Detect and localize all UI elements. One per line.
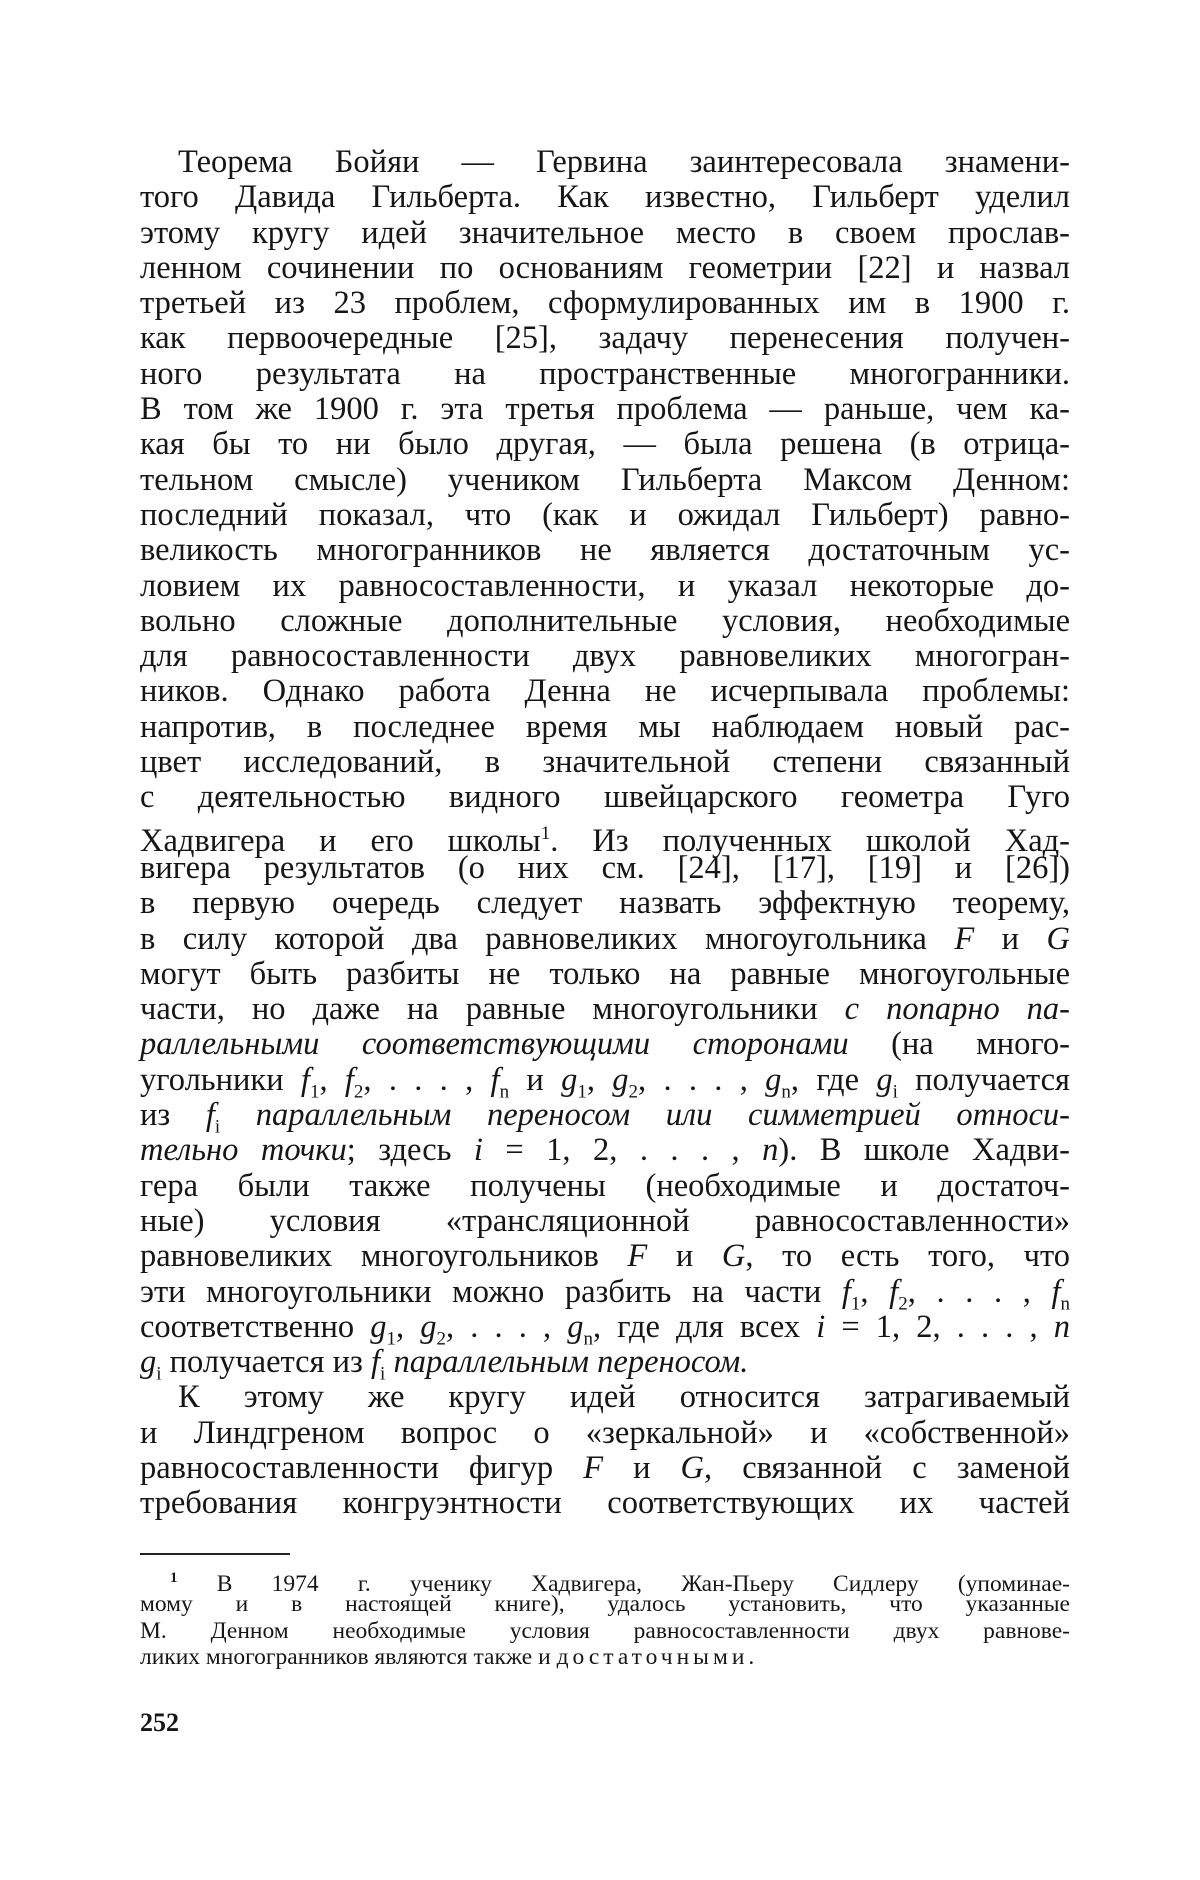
paragraph-2 [140,1380,1070,1521]
text-line: и Линдгреном вопрос о «зеркальной» и «собственной» [140,1414,1070,1451]
text-line: с деятельностью видного швейцарского геометра Гуго [140,779,1070,816]
math-symbol: f [889,1273,899,1310]
text-line: ного результата на пространственные многогранники. [140,355,1070,392]
text-line: соответственно $g_1$, $g_2$, . . . , $g_n$, где для всех i = 1, 2, . . . , n [140,1308,1071,1350]
text-line: тельном смысле) учеником Гильберта Максом Денном: [140,461,1070,498]
footnote-line: М. Денном необходимые условия равносоставленности двух равнове- [140,1617,1070,1644]
text-line: как первоочередные [25], задачу перенесения получен- [140,320,1070,357]
text-line: в первую очередь следует назвать эффектную теорему, [140,885,1070,922]
text-line: равносоставленности фигур F и G, связанной с заменой [140,1449,1070,1486]
math-symbol: G [1046,920,1070,957]
math-symbol: f [344,1061,354,1098]
text-line: требования конгруэнтности соответствующих их частей [140,1485,1070,1522]
text-line: для равносоставленности двух равновеликих многогран- [140,638,1070,675]
text-line: равновеликих многоугольников F и G, то есть того, что [140,1238,1070,1275]
text-line: $g_i$ получается из $f_i$ параллельным переносом. [140,1344,749,1385]
text-line: В том же 1900 г. эта третья проблема — раньше, чем ка- [140,391,1070,428]
text-line: части, но даже на равные многоугольники с попарно па- [140,991,1070,1028]
math-symbol: F [954,920,975,957]
main-text [140,145,1070,1522]
text-line: ные) условия «трансляционной равносоставленности» [140,1202,1070,1239]
text-line: ников. Однако работа Денна не исчерпывала проблемы: [140,673,1070,710]
text-line: раллельными соответствующими сторонами (на много- [140,1026,1070,1063]
math-symbol: n [762,1132,779,1169]
math-symbol: f [841,1273,851,1310]
emphasized-word: достаточными [556,1643,749,1670]
math-symbol: g [561,1061,578,1098]
footnote-line: мому и в настоящей книге), удалось установить, что указанные [140,1591,1070,1618]
footnote-divider [140,1553,290,1555]
text-line: вигера результатов (о них см. [24], [17], [19] и [26]) [140,849,1070,886]
text-line: могут быть разбиты не только на равные многоугольные [140,955,1070,992]
math-symbol: F [627,1238,648,1275]
text-line: напротив, в последнее время мы наблюдаем новый рас- [140,708,1070,745]
text-line: из $f_i$ параллельным переносом или симметрией относи- [140,1097,1071,1138]
italic-phrase: с попарно па- [844,991,1070,1028]
text-line: третьей из 23 проблем, сформулированных им в 1900 г. [140,285,1070,322]
math-symbol: G [680,1449,705,1486]
italic-phrase: раллельными соответствующими сторонами [140,1026,849,1063]
text-line: Теорема Бойяи — Гервина заинтересовала знамени- [178,144,1070,180]
math-symbol: F [583,1449,604,1486]
text-line: К этому же кругу идей относится затрагиваемый [178,1379,1070,1416]
text-line: гера были также получены (необходимые и достаточ- [140,1167,1070,1204]
footnote [140,1565,1070,1670]
text-line: в силу которой два равновеликих многоугольника F и G [140,920,1070,957]
math-symbol: g [370,1308,387,1345]
text-line: эти многоугольники можно разбить на части $f_1$, $f_2$, . . . , $f_n$ [140,1273,1071,1314]
math-symbol: g [612,1061,629,1098]
text-line: вольно сложные дополнительные условия, необходимые [140,602,1070,639]
math-symbol: f [205,1097,215,1134]
math-symbol: g [567,1308,584,1345]
italic-phrase: параллельным переносом. [385,1344,749,1381]
math-symbol: g [420,1308,437,1345]
text-line: цвет исследований, в значительной степени связанный [140,744,1070,781]
math-symbol: g [876,1061,893,1098]
math-symbol: f [300,1061,310,1098]
math-symbol: i [816,1308,826,1345]
text-line: Хадвигера и его школы$^1$. Из полученных школой Хад- [140,822,1070,859]
text-line: последний показал, что (как и ожидал Гильберт) равно- [140,496,1070,533]
paragraph-1 [140,144,1071,1385]
math-symbol: f [1051,1273,1061,1310]
page-number: 252 [140,1708,179,1737]
math-symbol: n [1053,1308,1071,1345]
text-line: ловием их равносоставленности, и указал некоторые до- [140,567,1070,604]
math-symbol: f [371,1344,381,1381]
text-line: великость многогранников не является достаточным ус- [140,532,1070,569]
italic-phrase: параллельным переносом или симметрией относи- [220,1097,1071,1134]
footnote-number: 1 [170,1570,178,1586]
text-line: ленном сочинении по основаниям геометрии [22] и назвал [140,249,1070,286]
footnote-line: ликих многогранников являются также и достаточными. [140,1643,755,1670]
math-symbol: G [721,1238,746,1275]
italic-phrase: тельно точки [140,1132,347,1169]
math-symbol: g [765,1061,782,1098]
footnote-line: $^1$ В 1974 г. ученику Хадвигера, Жан-Пьеру Сидлеру (упоминае- [170,1570,1070,1597]
footnote-marker[interactable]: 1 [540,822,551,844]
text-line: того Давида Гильберта. Как известно, Гильберт уделил [140,179,1070,216]
math-symbol: f [490,1061,500,1098]
math-symbol: g [140,1344,157,1381]
text-line: тельно точки; здесь i = 1, 2, . . . , n). В школе Хадви- [140,1132,1070,1169]
text-line: этому кругу идей значительное место в своем прослав- [140,214,1070,251]
math-symbol: i [473,1132,483,1169]
text-line: кая бы то ни было другая, — была решена (в отрица- [140,426,1070,463]
text-line: угольники $f_1$, $f_2$, . . . , $f_n$ и $g_1$, $g_2$, . . . , $g_n$, где $g_i$ получается [140,1061,1070,1103]
